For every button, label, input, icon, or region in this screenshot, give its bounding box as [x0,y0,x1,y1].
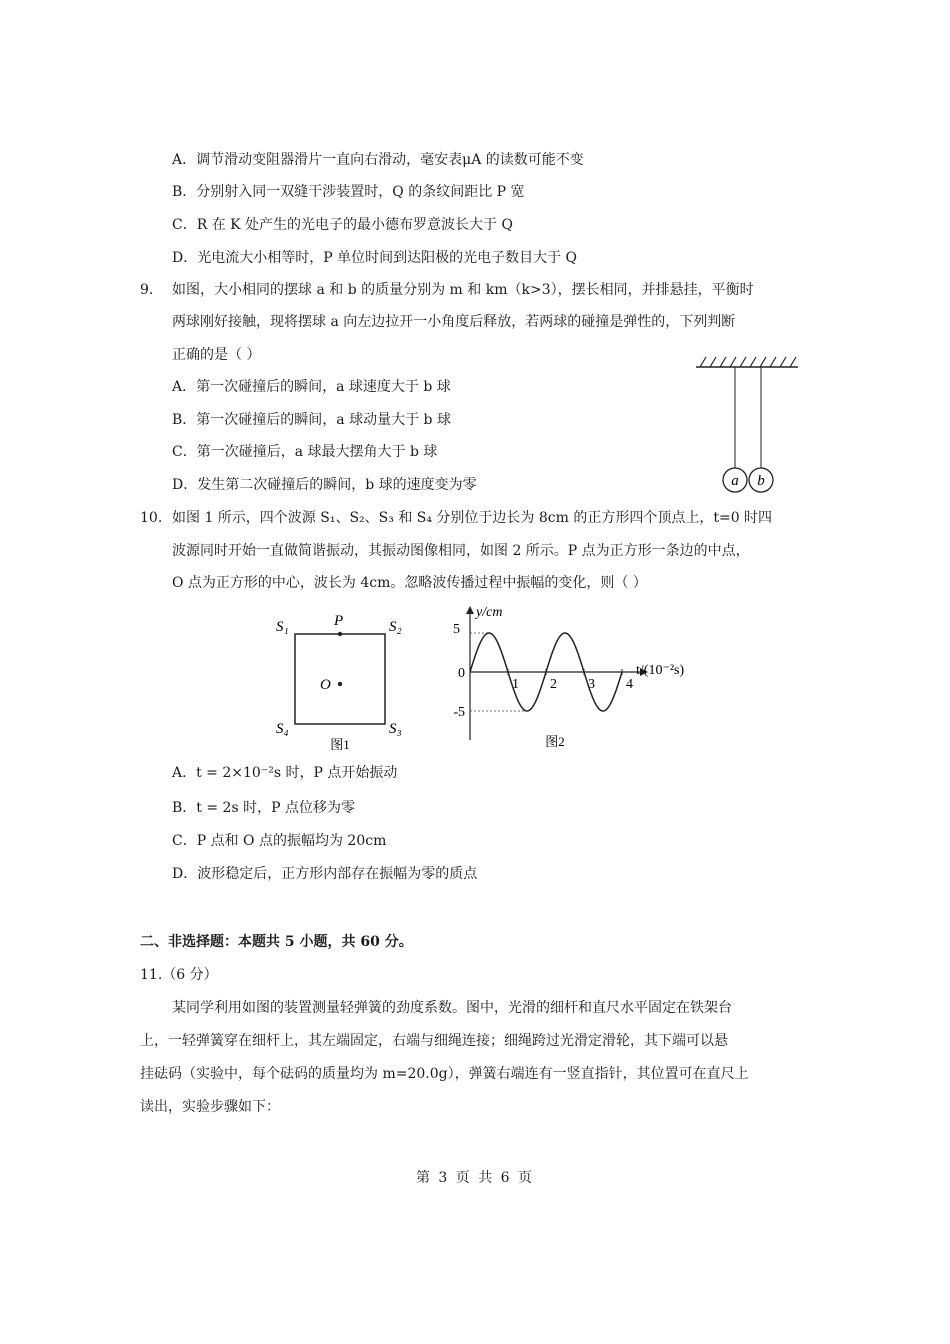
ball-a-label: a [731,473,739,489]
q9-stem-line-2: 两球刚好接触，现将摆球 a 向左边拉开一小角度后释放，若两球的碰撞是弹性的，下列判断 [172,314,736,330]
y-axis-arrow [466,606,474,614]
y-tick-neg5: -5 [453,705,465,720]
label-s1: S₁ [276,619,289,635]
q10-stem-line-1: 如图 1 所示，四个波源 S₁、S₂、S₃ 和 S₄ 分别位于边长为 8cm 的正方形四个顶点上，t=0 时四 [172,510,773,526]
label-s4: S₄ [276,721,289,737]
figure-2-graph [440,600,700,750]
q9-option-b: B．第一次碰撞后的瞬间，a 球动量大于 b 球 [172,412,451,428]
q11-header: 11.（6 分） [140,967,218,983]
label-o: O [320,677,331,693]
x-tick-label-3: 3 [588,677,595,692]
y-axis-label: y/cm [476,605,503,620]
label-s3: S₃ [389,721,402,737]
y-tick-0: 0 [458,666,465,681]
label-s2: S₂ [389,619,402,635]
q10-option-c: C．P 点和 O 点的振幅均为 20cm [172,833,387,849]
q11-line-1: 某同学利用如图的装置测量轻弹簧的劲度系数。图中，光滑的细杆和直尺水平固定在铁架台 [172,1000,732,1016]
q8-option-c: C．R 在 K 处产生的光电子的最小德布罗意波长大于 Q [172,217,513,233]
q9-option-a: A．第一次碰撞后的瞬间，a 球速度大于 b 球 [172,379,451,395]
q10-stem-line-2: 波源同时开始一直做简谐振动，其振动图像相同，如图 2 所示。P 点为正方形一条边的中点， [172,543,750,559]
q8-option-d: D．光电流大小相等时，P 单位时间到达阳极的光电子数目大于 Q [172,250,578,266]
q8-option-a: A．调节滑动变阻器滑片一直向右滑动，毫安表μA 的读数可能不变 [172,152,584,168]
square [295,634,385,724]
ceiling-hatch [700,357,796,367]
label-p: P [334,613,344,629]
x-tick-label-4: 4 [626,677,633,692]
q10-number: 10. [140,510,163,526]
y-tick-5: 5 [453,622,460,637]
q10-option-d: D．波形稳定后，正方形内部存在振幅为零的质点 [172,866,478,882]
x-tick-label-2: 2 [550,677,557,692]
page-footer: 第 3 页 共 6 页 [415,1170,535,1186]
q10-stem-line-3: O 点为正方形的中心，波长为 4cm。忽略波传播过程中振幅的变化，则（ ） [172,575,647,591]
figure-1-caption: 图1 [330,737,350,752]
section-2-title: 二、非选择题：本题共 5 小题，共 60 分。 [140,934,413,950]
q10-option-b: B．t = 2s 时，P 点位移为零 [172,800,355,816]
q8-option-b: B．分别射入同一双缝干涉装置时，Q 的条纹间距比 P 宽 [172,184,525,200]
point-p-dot [338,632,342,636]
point-o-dot [338,682,342,686]
q9-stem-line-1: 如图，大小相同的摆球 a 和 b 的质量分别为 m 和 km（k>3），摆长相同，并排悬挂，平衡时 [172,282,754,298]
q11-line-3: 挂砝码（实验中，每个砝码的质量均为 m=20.0g），弹簧右端连有一竖直指针，其位置可在直尺上 [140,1066,749,1082]
ball-b-label: b [757,473,765,489]
q9-option-c: C．第一次碰撞后，a 球最大摆角大于 b 球 [172,444,438,460]
q9-option-d: D．发生第二次碰撞后的瞬间，b 球的速度变为零 [172,477,477,493]
figure-2-caption: 图2 [545,734,565,749]
pendulum-figure [690,355,810,495]
q9-number: 9. [140,282,154,298]
x-axis-label: t/(10⁻²s) [636,663,685,678]
q11-line-2: 上，一轻弹簧穿在细杆上，其左端固定，右端与细绳连接；细绳跨过光滑定滑轮，其下端可以悬 [140,1033,728,1049]
q11-line-4: 读出，实验步骤如下： [140,1099,280,1115]
x-tick-label-1: 1 [512,677,519,692]
q10-option-a: A．t = 2×10⁻²s 时，P 点开始振动 [172,765,398,781]
figure-1-square [270,605,430,755]
q9-stem-line-3: 正确的是（ ） [172,347,261,363]
